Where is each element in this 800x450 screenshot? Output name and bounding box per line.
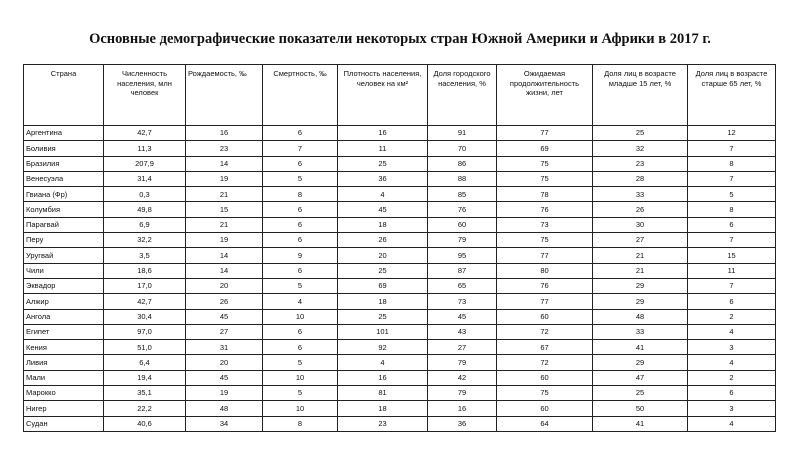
cell-urban-share: 76 bbox=[428, 202, 497, 217]
header-row bbox=[24, 65, 776, 126]
cell-density: 36 bbox=[338, 171, 428, 186]
table-row bbox=[24, 386, 776, 401]
cell-urban-share: 79 bbox=[428, 233, 497, 248]
table-row bbox=[24, 156, 776, 171]
cell-population: 11,3 bbox=[104, 141, 186, 156]
cell-death-rate: 8 bbox=[263, 416, 338, 431]
header-over-65: Доля лиц в возрасте старше 65 лет, % bbox=[688, 65, 776, 126]
table-row bbox=[24, 126, 776, 141]
cell-density: 18 bbox=[338, 217, 428, 232]
cell-country: Чили bbox=[24, 263, 104, 278]
cell-over-65: 3 bbox=[688, 340, 776, 355]
cell-under-15: 29 bbox=[593, 278, 688, 293]
cell-country: Ангола bbox=[24, 309, 104, 324]
cell-under-15: 33 bbox=[593, 187, 688, 202]
cell-country: Венесуэла bbox=[24, 171, 104, 186]
cell-under-15: 29 bbox=[593, 294, 688, 309]
cell-population: 51,0 bbox=[104, 340, 186, 355]
cell-under-15: 33 bbox=[593, 324, 688, 339]
cell-life-expectancy: 76 bbox=[497, 202, 593, 217]
cell-population: 17,0 bbox=[104, 278, 186, 293]
cell-population: 18,6 bbox=[104, 263, 186, 278]
cell-birth-rate: 26 bbox=[186, 294, 263, 309]
table-body bbox=[24, 126, 776, 432]
cell-death-rate: 9 bbox=[263, 248, 338, 263]
cell-urban-share: 79 bbox=[428, 386, 497, 401]
cell-life-expectancy: 78 bbox=[497, 187, 593, 202]
cell-population: 3,5 bbox=[104, 248, 186, 263]
cell-birth-rate: 14 bbox=[186, 263, 263, 278]
document-title: Основные демографические показатели некоторых стран Южной Америки и Африки в 2017 г. bbox=[89, 31, 711, 47]
cell-country: Кения bbox=[24, 340, 104, 355]
cell-birth-rate: 45 bbox=[186, 309, 263, 324]
cell-under-15: 23 bbox=[593, 156, 688, 171]
cell-death-rate: 6 bbox=[263, 217, 338, 232]
table-row bbox=[24, 248, 776, 263]
cell-life-expectancy: 60 bbox=[497, 309, 593, 324]
cell-life-expectancy: 60 bbox=[497, 401, 593, 416]
cell-urban-share: 87 bbox=[428, 263, 497, 278]
cell-birth-rate: 31 bbox=[186, 340, 263, 355]
cell-urban-share: 60 bbox=[428, 217, 497, 232]
cell-over-65: 6 bbox=[688, 294, 776, 309]
cell-life-expectancy: 80 bbox=[497, 263, 593, 278]
table-row bbox=[24, 141, 776, 156]
cell-life-expectancy: 75 bbox=[497, 386, 593, 401]
cell-death-rate: 7 bbox=[263, 141, 338, 156]
cell-country: Ливия bbox=[24, 355, 104, 370]
cell-density: 4 bbox=[338, 355, 428, 370]
cell-birth-rate: 15 bbox=[186, 202, 263, 217]
table-row bbox=[24, 416, 776, 431]
header-population: Численность населения, млн человек bbox=[104, 65, 186, 126]
cell-birth-rate: 20 bbox=[186, 278, 263, 293]
table-row bbox=[24, 217, 776, 232]
cell-birth-rate: 19 bbox=[186, 386, 263, 401]
cell-population: 207,9 bbox=[104, 156, 186, 171]
table-row bbox=[24, 340, 776, 355]
cell-birth-rate: 45 bbox=[186, 370, 263, 385]
cell-country: Мали bbox=[24, 370, 104, 385]
table-row bbox=[24, 171, 776, 186]
cell-over-65: 12 bbox=[688, 126, 776, 141]
cell-over-65: 7 bbox=[688, 141, 776, 156]
cell-country: Колумбия bbox=[24, 202, 104, 217]
cell-under-15: 30 bbox=[593, 217, 688, 232]
cell-life-expectancy: 77 bbox=[497, 294, 593, 309]
cell-urban-share: 88 bbox=[428, 171, 497, 186]
cell-country: Парагвай bbox=[24, 217, 104, 232]
cell-country: Марокко bbox=[24, 386, 104, 401]
cell-population: 97,0 bbox=[104, 324, 186, 339]
cell-urban-share: 16 bbox=[428, 401, 497, 416]
cell-birth-rate: 21 bbox=[186, 187, 263, 202]
cell-under-15: 32 bbox=[593, 141, 688, 156]
cell-over-65: 4 bbox=[688, 324, 776, 339]
header-birth-rate: Рождаемость, ‰ bbox=[186, 65, 263, 126]
cell-over-65: 7 bbox=[688, 278, 776, 293]
table-row bbox=[24, 401, 776, 416]
cell-population: 35,1 bbox=[104, 386, 186, 401]
cell-death-rate: 10 bbox=[263, 401, 338, 416]
cell-death-rate: 6 bbox=[263, 126, 338, 141]
cell-country: Гвиана (Фр) bbox=[24, 187, 104, 202]
cell-country: Аргентина bbox=[24, 126, 104, 141]
cell-death-rate: 5 bbox=[263, 355, 338, 370]
cell-over-65: 2 bbox=[688, 370, 776, 385]
demographics-table bbox=[23, 64, 776, 432]
cell-country: Перу bbox=[24, 233, 104, 248]
cell-population: 31,4 bbox=[104, 171, 186, 186]
table-row bbox=[24, 294, 776, 309]
cell-birth-rate: 34 bbox=[186, 416, 263, 431]
table-row bbox=[24, 187, 776, 202]
cell-country: Уругвай bbox=[24, 248, 104, 263]
cell-population: 6,4 bbox=[104, 355, 186, 370]
cell-life-expectancy: 75 bbox=[497, 156, 593, 171]
cell-urban-share: 85 bbox=[428, 187, 497, 202]
cell-under-15: 21 bbox=[593, 248, 688, 263]
cell-under-15: 41 bbox=[593, 416, 688, 431]
cell-death-rate: 6 bbox=[263, 156, 338, 171]
cell-urban-share: 95 bbox=[428, 248, 497, 263]
cell-birth-rate: 14 bbox=[186, 156, 263, 171]
header-life-expectancy: Ожидаемая продолжительность жизни, лет bbox=[497, 65, 593, 126]
cell-death-rate: 10 bbox=[263, 309, 338, 324]
cell-birth-rate: 48 bbox=[186, 401, 263, 416]
cell-under-15: 41 bbox=[593, 340, 688, 355]
header-under-15: Доля лиц в возрасте младше 15 лет, % bbox=[593, 65, 688, 126]
cell-population: 42,7 bbox=[104, 294, 186, 309]
cell-birth-rate: 19 bbox=[186, 171, 263, 186]
cell-death-rate: 5 bbox=[263, 171, 338, 186]
cell-over-65: 3 bbox=[688, 401, 776, 416]
cell-urban-share: 65 bbox=[428, 278, 497, 293]
cell-life-expectancy: 72 bbox=[497, 324, 593, 339]
cell-country: Египет bbox=[24, 324, 104, 339]
cell-density: 81 bbox=[338, 386, 428, 401]
cell-over-65: 5 bbox=[688, 187, 776, 202]
cell-under-15: 25 bbox=[593, 126, 688, 141]
cell-country: Бразилия bbox=[24, 156, 104, 171]
cell-over-65: 6 bbox=[688, 217, 776, 232]
cell-urban-share: 45 bbox=[428, 309, 497, 324]
cell-urban-share: 36 bbox=[428, 416, 497, 431]
cell-over-65: 7 bbox=[688, 171, 776, 186]
cell-urban-share: 70 bbox=[428, 141, 497, 156]
cell-birth-rate: 23 bbox=[186, 141, 263, 156]
cell-under-15: 50 bbox=[593, 401, 688, 416]
header-density: Плотность населения, человек на км² bbox=[338, 65, 428, 126]
cell-under-15: 28 bbox=[593, 171, 688, 186]
cell-over-65: 2 bbox=[688, 309, 776, 324]
cell-life-expectancy: 76 bbox=[497, 278, 593, 293]
cell-country: Судан bbox=[24, 416, 104, 431]
cell-over-65: 15 bbox=[688, 248, 776, 263]
table-row bbox=[24, 355, 776, 370]
cell-death-rate: 5 bbox=[263, 278, 338, 293]
table-row bbox=[24, 263, 776, 278]
cell-life-expectancy: 75 bbox=[497, 171, 593, 186]
cell-birth-rate: 16 bbox=[186, 126, 263, 141]
cell-under-15: 25 bbox=[593, 386, 688, 401]
cell-density: 11 bbox=[338, 141, 428, 156]
cell-under-15: 47 bbox=[593, 370, 688, 385]
table-row bbox=[24, 370, 776, 385]
cell-life-expectancy: 77 bbox=[497, 126, 593, 141]
cell-population: 0,3 bbox=[104, 187, 186, 202]
cell-density: 16 bbox=[338, 370, 428, 385]
cell-over-65: 7 bbox=[688, 233, 776, 248]
table-row bbox=[24, 233, 776, 248]
cell-population: 30,4 bbox=[104, 309, 186, 324]
cell-density: 26 bbox=[338, 233, 428, 248]
cell-under-15: 21 bbox=[593, 263, 688, 278]
cell-urban-share: 27 bbox=[428, 340, 497, 355]
cell-life-expectancy: 64 bbox=[497, 416, 593, 431]
cell-urban-share: 42 bbox=[428, 370, 497, 385]
cell-population: 22,2 bbox=[104, 401, 186, 416]
cell-population: 42,7 bbox=[104, 126, 186, 141]
table-row bbox=[24, 309, 776, 324]
table-row bbox=[24, 202, 776, 217]
cell-density: 92 bbox=[338, 340, 428, 355]
cell-life-expectancy: 72 bbox=[497, 355, 593, 370]
cell-urban-share: 43 bbox=[428, 324, 497, 339]
cell-density: 45 bbox=[338, 202, 428, 217]
cell-life-expectancy: 60 bbox=[497, 370, 593, 385]
table-row bbox=[24, 324, 776, 339]
cell-country: Нигер bbox=[24, 401, 104, 416]
cell-population: 49,8 bbox=[104, 202, 186, 217]
cell-urban-share: 79 bbox=[428, 355, 497, 370]
table-row bbox=[24, 278, 776, 293]
cell-urban-share: 86 bbox=[428, 156, 497, 171]
cell-birth-rate: 14 bbox=[186, 248, 263, 263]
cell-urban-share: 73 bbox=[428, 294, 497, 309]
cell-under-15: 26 bbox=[593, 202, 688, 217]
cell-death-rate: 6 bbox=[263, 263, 338, 278]
cell-life-expectancy: 75 bbox=[497, 233, 593, 248]
cell-density: 25 bbox=[338, 309, 428, 324]
cell-country: Боливия bbox=[24, 141, 104, 156]
cell-over-65: 4 bbox=[688, 355, 776, 370]
cell-density: 69 bbox=[338, 278, 428, 293]
cell-death-rate: 6 bbox=[263, 324, 338, 339]
cell-life-expectancy: 77 bbox=[497, 248, 593, 263]
cell-under-15: 27 bbox=[593, 233, 688, 248]
cell-country: Эквадор bbox=[24, 278, 104, 293]
cell-population: 32,2 bbox=[104, 233, 186, 248]
cell-death-rate: 4 bbox=[263, 294, 338, 309]
cell-over-65: 11 bbox=[688, 263, 776, 278]
cell-urban-share: 91 bbox=[428, 126, 497, 141]
cell-life-expectancy: 69 bbox=[497, 141, 593, 156]
cell-under-15: 29 bbox=[593, 355, 688, 370]
cell-density: 23 bbox=[338, 416, 428, 431]
cell-density: 25 bbox=[338, 156, 428, 171]
cell-density: 16 bbox=[338, 126, 428, 141]
header-country: Страна bbox=[24, 65, 104, 126]
cell-density: 4 bbox=[338, 187, 428, 202]
header-death-rate: Смертность, ‰ bbox=[263, 65, 338, 126]
cell-death-rate: 5 bbox=[263, 386, 338, 401]
cell-death-rate: 6 bbox=[263, 340, 338, 355]
cell-density: 18 bbox=[338, 401, 428, 416]
cell-birth-rate: 21 bbox=[186, 217, 263, 232]
cell-population: 19,4 bbox=[104, 370, 186, 385]
cell-death-rate: 8 bbox=[263, 187, 338, 202]
cell-density: 25 bbox=[338, 263, 428, 278]
cell-under-15: 48 bbox=[593, 309, 688, 324]
cell-death-rate: 10 bbox=[263, 370, 338, 385]
cell-density: 20 bbox=[338, 248, 428, 263]
cell-density: 101 bbox=[338, 324, 428, 339]
cell-country: Алжир bbox=[24, 294, 104, 309]
cell-density: 18 bbox=[338, 294, 428, 309]
cell-over-65: 8 bbox=[688, 156, 776, 171]
cell-birth-rate: 20 bbox=[186, 355, 263, 370]
cell-birth-rate: 19 bbox=[186, 233, 263, 248]
cell-life-expectancy: 73 bbox=[497, 217, 593, 232]
cell-death-rate: 6 bbox=[263, 233, 338, 248]
cell-population: 6,9 bbox=[104, 217, 186, 232]
cell-over-65: 4 bbox=[688, 416, 776, 431]
cell-over-65: 8 bbox=[688, 202, 776, 217]
cell-over-65: 6 bbox=[688, 386, 776, 401]
cell-birth-rate: 27 bbox=[186, 324, 263, 339]
header-urban-share: Доля городского населения, % bbox=[428, 65, 497, 126]
cell-population: 40,6 bbox=[104, 416, 186, 431]
cell-life-expectancy: 67 bbox=[497, 340, 593, 355]
cell-death-rate: 6 bbox=[263, 202, 338, 217]
